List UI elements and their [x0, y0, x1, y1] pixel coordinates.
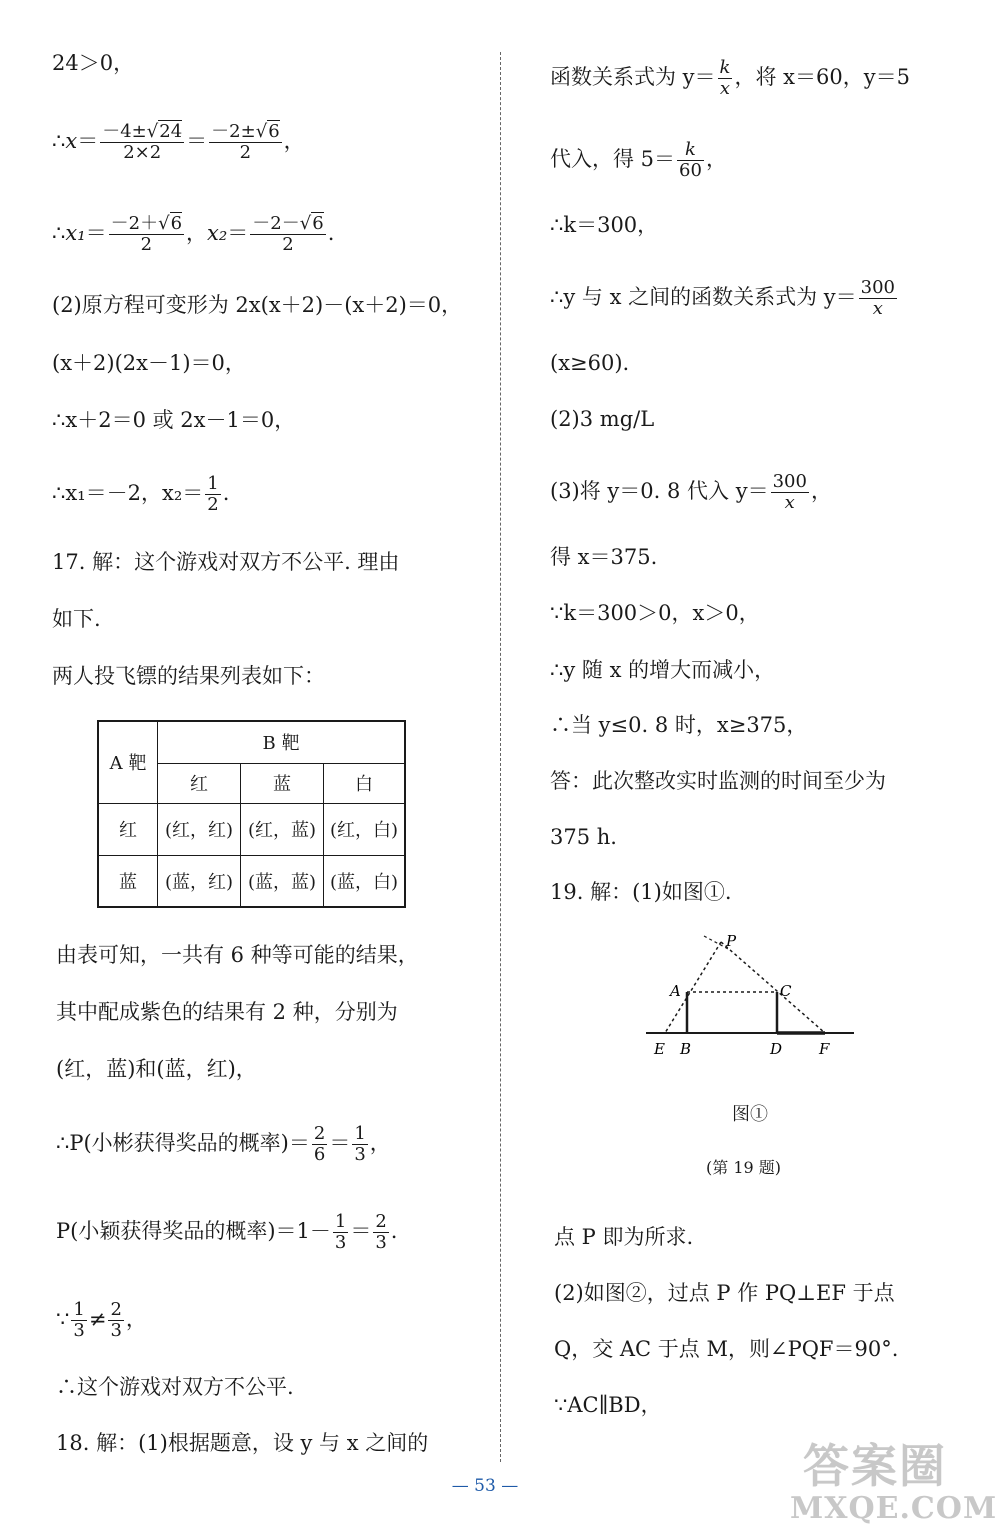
line-roots: ∴x₁＝ $\frac{-2+√6}{2}$ ，x₂＝ $\frac{-2-√6}{2}$ . [52, 213, 335, 255]
label-f: F [819, 1040, 830, 1058]
watermark [790, 1439, 997, 1526]
label-c: C [780, 982, 792, 1000]
line-q19-intro: 19. 解：(1)如图①. [550, 880, 732, 904]
table-row [98, 855, 405, 907]
figure-caption: 图① [732, 1104, 768, 1125]
table-cell: (红，白) [324, 803, 406, 855]
table-row-header: 红 [98, 803, 158, 855]
line-part2-roots: ∴x₁＝－2，x₂＝ $\frac{1}{2}$ . [52, 473, 230, 515]
line-part3: (3)将 y＝0. 8 代入 y＝ $\frac{300}{x}$ ， [550, 471, 832, 513]
line-part2-transform: (2)原方程可变形为 2x(x＋2)－(x＋2)＝0， [52, 293, 463, 317]
line-table-intro: 两人投飞镖的结果列表如下： [52, 664, 325, 688]
label-a: A [670, 982, 681, 1000]
line-q17-pairs: (红，蓝)和(蓝，红)， [56, 1057, 257, 1081]
column-divider [500, 52, 501, 1462]
fraction: $\frac{1}{2}$ [207, 473, 219, 515]
table-group-header: B 靶 [158, 721, 406, 763]
line-neq: ∵ $\frac{1}{3}$ ≠ $\frac{2}{3}$ ， [56, 1299, 147, 1341]
line-because: ∵k＝300＞0，x＞0， [550, 601, 760, 625]
watermark-title: 答案圈 [803, 1439, 947, 1493]
line-q17-intro: 17. 解：这个游戏对双方不公平. 理由 [52, 550, 400, 574]
line-prob-xiaoying: P(小颖获得奖品的概率)＝1－ $\frac{1}{3}$ ＝ $\frac{2}{3}$ . [56, 1211, 398, 1253]
table-col-header: 红 [158, 763, 241, 803]
line-k-value: ∴k＝300， [550, 213, 659, 237]
table-cell: (红，蓝) [241, 803, 324, 855]
fraction: $\frac{1}{3}$ [73, 1299, 85, 1341]
line-function-form: 函数关系式为 y＝ $\frac{k}{x}$ ，将 x＝60，y＝5 [550, 57, 910, 99]
line-q17-conclusion: ∴这个游戏对双方不公平. [56, 1375, 294, 1399]
table-cell: (蓝，蓝) [241, 855, 324, 907]
fraction: $\frac{k}{60}$ [679, 139, 702, 181]
fraction: $\frac{1}{3}$ [334, 1211, 347, 1253]
line-24-gt-0: 24＞0， [52, 51, 135, 75]
line-q19-part2: (2)如图②，过点 P 作 PQ⊥EF 于点 [554, 1281, 895, 1305]
label-e: E [654, 1040, 665, 1058]
line-substitute: 代入，得 5＝ $\frac{k}{60}$ ， [550, 139, 727, 181]
line-when: ∴当 y≤0. 8 时，x≥375， [550, 713, 808, 737]
line-domain: (x≥60). [550, 351, 630, 375]
line-prob-xiaobin: ∴P(小彬获得奖品的概率)＝ $\frac{2}{6}$ ＝ $\frac{1}{3}$ ， [56, 1123, 391, 1165]
table-cell: (红，红) [158, 803, 241, 855]
label-d: D [770, 1040, 783, 1058]
table-col-header: 蓝 [241, 763, 324, 803]
line-factored: (x＋2)(2x－1)＝0， [52, 351, 246, 375]
line-q17-purple: 其中配成紫色的结果有 2 种，分别为 [56, 1000, 398, 1024]
figure-subcaption: (第 19 题) [706, 1158, 782, 1177]
table-col-header: 白 [324, 763, 406, 803]
watermark-url: MXQE.COM [790, 1491, 997, 1526]
line-point-p: 点 P 即为所求. [554, 1225, 694, 1249]
line-part2-answer: (2)3 mg/L [550, 407, 655, 431]
line-pqf: Q，交 AC 于点 M，则∠PQF＝90°. [554, 1337, 899, 1361]
fraction: $\frac{-2-√6}{2}$ [252, 213, 324, 255]
line-decreasing: ∴y 随 x 的增大而减小， [550, 658, 776, 682]
line-answer: 答：此次整改实时监测的时间至少为 [550, 769, 886, 793]
table-corner: A 靶 [98, 721, 158, 803]
fraction: $\frac{2}{3}$ [375, 1211, 387, 1253]
table-cell: (蓝，白) [324, 855, 406, 907]
table-cell: (蓝，红) [158, 855, 241, 907]
geometry-figure [640, 930, 860, 1060]
label-p: P [726, 932, 737, 950]
fraction: $\frac{2}{6}$ [313, 1123, 326, 1165]
fraction: $\frac{300}{x}$ [860, 277, 895, 319]
fraction: $\frac{-4\pm√24}{2\times 2}$ [102, 121, 183, 163]
line-x-375: 得 x＝375. [550, 545, 658, 569]
fraction: $\frac{-2+√6}{2}$ [110, 213, 183, 255]
line-cases: ∴x＋2＝0 或 2x－1＝0， [52, 408, 296, 432]
fraction: $\frac{k}{x}$ [719, 57, 731, 99]
line-q18-intro: 18. 解：(1)根据题意，设 y 与 x 之间的 [56, 1431, 429, 1455]
line-parallel: ∵AC∥BD， [554, 1393, 662, 1417]
page-number: — 53 — [451, 1476, 519, 1496]
line-q17-outcomes: 由表可知，一共有 6 种等可能的结果， [56, 943, 419, 967]
line-q17-reason: 如下. [52, 607, 101, 631]
table-row-header: 蓝 [98, 855, 158, 907]
fraction: $\frac{2}{3}$ [110, 1299, 122, 1341]
outcome-table [97, 720, 406, 908]
line-function-result: ∴y 与 x 之间的函数关系式为 y＝ $\frac{300}{x}$ [550, 277, 895, 319]
line-quadratic-formula: ∴x＝ $\frac{-4\pm√24}{2\times 2}$ ＝ $\frac{-2\pm√6}{2}$ ， [52, 121, 305, 163]
fraction: $\frac{-2\pm√6}{2}$ [211, 121, 280, 163]
label-b: B [680, 1040, 692, 1058]
line-375h: 375 h. [550, 825, 617, 849]
fraction: $\frac{1}{3}$ [354, 1123, 366, 1165]
fraction: $\frac{300}{x}$ [772, 471, 807, 513]
table-row [98, 803, 405, 855]
line-pf [721, 942, 825, 1033]
